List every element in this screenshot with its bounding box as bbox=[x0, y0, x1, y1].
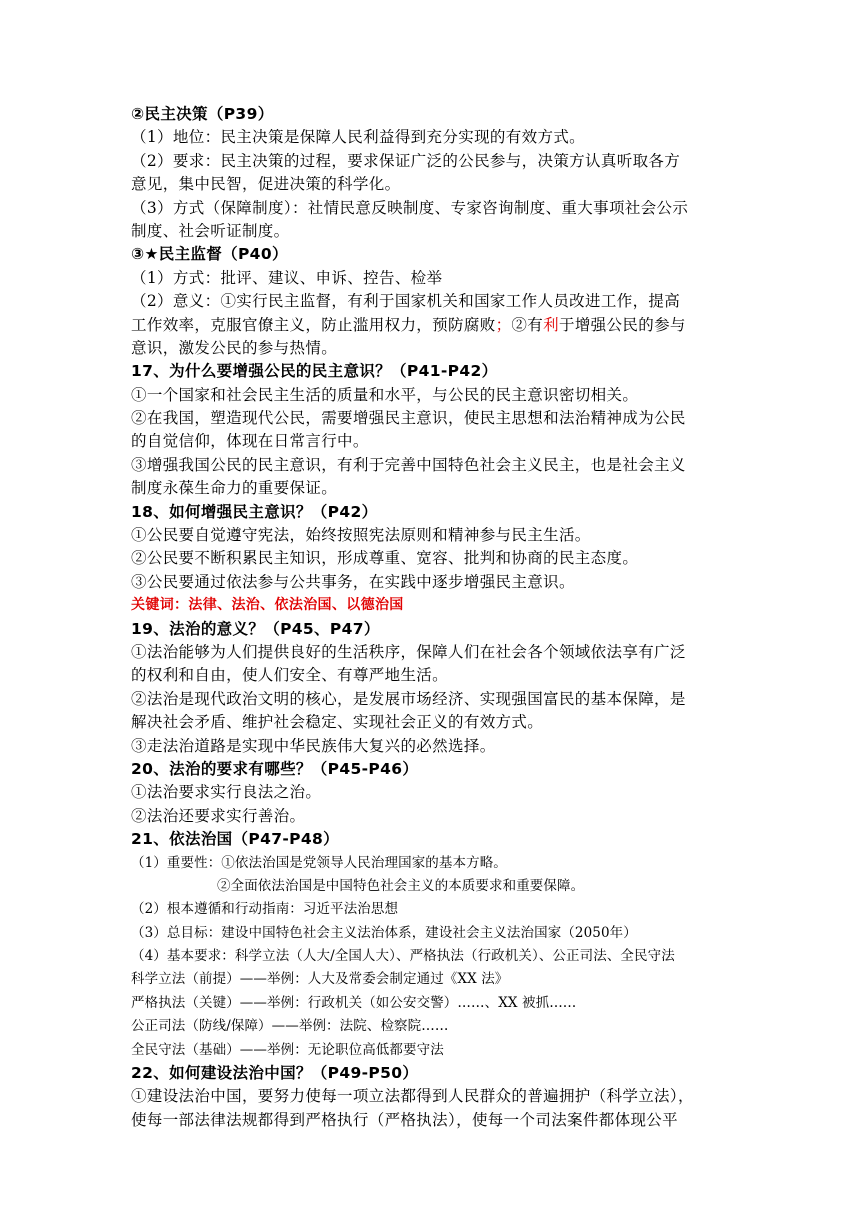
text-segment: 工作效率，克服官僚主义，防止滥用权力，预防腐败 bbox=[131, 315, 496, 334]
text-line: ①法治能够为人们提供良好的生活秩序，保障人们在社会各个领域依法享有广泛 bbox=[131, 642, 686, 661]
text-line: （3）方式（保障制度）：社情民意反映制度、专家咨询制度、重大事项社会公示 bbox=[131, 198, 689, 217]
text-line: 意见，集中民智，促进决策的科学化。 bbox=[131, 175, 401, 194]
text-line: 严格执法（关键）——举例：行政机关（如公安交警）……、XX 被抓…… bbox=[131, 994, 577, 1011]
text-line: 解决社会矛盾、维护社会稳定、实现社会正义的有效方式。 bbox=[131, 713, 544, 732]
text-line: 意识，激发公民的参与热情。 bbox=[131, 338, 338, 357]
text-line: 全民守法（基础）——举例：无论职位高低都要守法 bbox=[131, 1041, 444, 1058]
text-line: 科学立法（前提）——举例：人大及常委会制定通过《XX 法》 bbox=[131, 971, 509, 988]
text-segment: ②有 bbox=[511, 315, 544, 334]
text-line: 的自觉信仰，体现在日常言行中。 bbox=[131, 432, 369, 451]
text-line: （1）重要性：①依法治国是党领导人民治理国家的基本方略。 bbox=[131, 854, 507, 871]
text-line: 的权利和自由，使人们安全、有尊严地生活。 bbox=[131, 666, 449, 685]
section-heading: ②民主决策（P39） bbox=[131, 105, 274, 123]
question-heading: 22、如何建设法治中国？（P49-P50） bbox=[131, 1064, 419, 1083]
text-line: （4）基本要求：科学立法（人大/全国人大）、严格执法（行政机关）、公正司法、全民守法 bbox=[131, 948, 675, 965]
text-line: （2）要求：民主决策的过程，要求保证广泛的公民参与，决策方认真听取各方 bbox=[131, 151, 681, 170]
text-line: （1）地位：民主决策是保障人民利益得到充分实现的有效方式。 bbox=[131, 128, 586, 147]
text-line: （3）总目标：建设中国特色社会主义法治体系，建设社会主义法治国家（2050年） bbox=[131, 924, 637, 941]
question-heading: 21、依法治国（P47-P48） bbox=[131, 830, 339, 849]
question-heading: 18、如何增强民主意识？（P42） bbox=[131, 502, 378, 521]
question-heading: 19、法治的意义？（P45、P47） bbox=[131, 619, 380, 638]
text-line: ②法治还要求实行善治。 bbox=[131, 806, 306, 825]
document-page bbox=[131, 103, 731, 1132]
text-line: ③走法治道路是实现中华民族伟大复兴的必然选择。 bbox=[131, 736, 496, 755]
text-line: （2）根本遵循和行动指南：习近平法治思想 bbox=[131, 901, 399, 918]
text-line: （2）意义：①实行民主监督，有利于国家机关和国家工作人员改进工作，提高 bbox=[131, 292, 681, 311]
section-heading: ③★民主监督（P40） bbox=[131, 245, 288, 264]
red-text-segment: 利 bbox=[543, 315, 559, 334]
text-line: 制度、社会听证制度。 bbox=[131, 221, 290, 240]
text-line: ③公民要通过依法参与公共事务，在实践中逐步增强民主意识。 bbox=[131, 572, 575, 591]
question-heading: 17、为什么要增强公民的民主意识？（P41-P42） bbox=[131, 362, 498, 381]
keywords-line: 关键词：法律、法治、依法治国、以德治国 bbox=[131, 597, 404, 614]
text-line: ①建设法治中国，要努力使每一项立法都得到人民群众的普遍拥护（科学立法）， bbox=[131, 1087, 694, 1106]
text-line: ①法治要求实行良法之治。 bbox=[131, 783, 322, 802]
text-line: ②法治是现代政治文明的核心，是发展市场经济、实现强国富民的基本保障，是 bbox=[131, 689, 686, 708]
text-line: 制度永葆生命力的重要保证。 bbox=[131, 479, 338, 498]
text-line: ②在我国，塑造现代公民，需要增强民主意识，使民主思想和法治精神成为公民 bbox=[131, 409, 686, 428]
red-text-segment: ； bbox=[495, 315, 512, 334]
text-line: 公正司法（防线/保障）——举例：法院、检察院…… bbox=[131, 1018, 449, 1035]
text-segment: 于增强公民的参与 bbox=[558, 315, 686, 334]
text-line: ②公民要不断积累民主知识，形成尊重、宽容、批判和协商的民主态度。 bbox=[131, 549, 639, 568]
text-line-mixed bbox=[131, 314, 731, 337]
text-line: ②全面依法治国是中国特色社会主义的本质要求和重要保障。 bbox=[217, 877, 585, 894]
text-line: ①一个国家和社会民主生活的质量和水平，与公民的民主意识密切相关。 bbox=[131, 385, 639, 404]
text-line: ③增强我国公民的民主意识，有利于完善中国特色社会主义民主，也是社会主义 bbox=[131, 455, 686, 474]
text-line: ①公民要自觉遵守宪法，始终按照宪法原则和精神参与民主生活。 bbox=[131, 526, 591, 545]
text-line: （1）方式：批评、建议、申诉、控告、检举 bbox=[131, 268, 443, 287]
text-line: 使每一部法律法规都得到严格执行（严格执法），使每一个司法案件都体现公平 bbox=[131, 1110, 679, 1129]
question-heading: 20、法治的要求有哪些？（P45-P46） bbox=[131, 759, 419, 778]
